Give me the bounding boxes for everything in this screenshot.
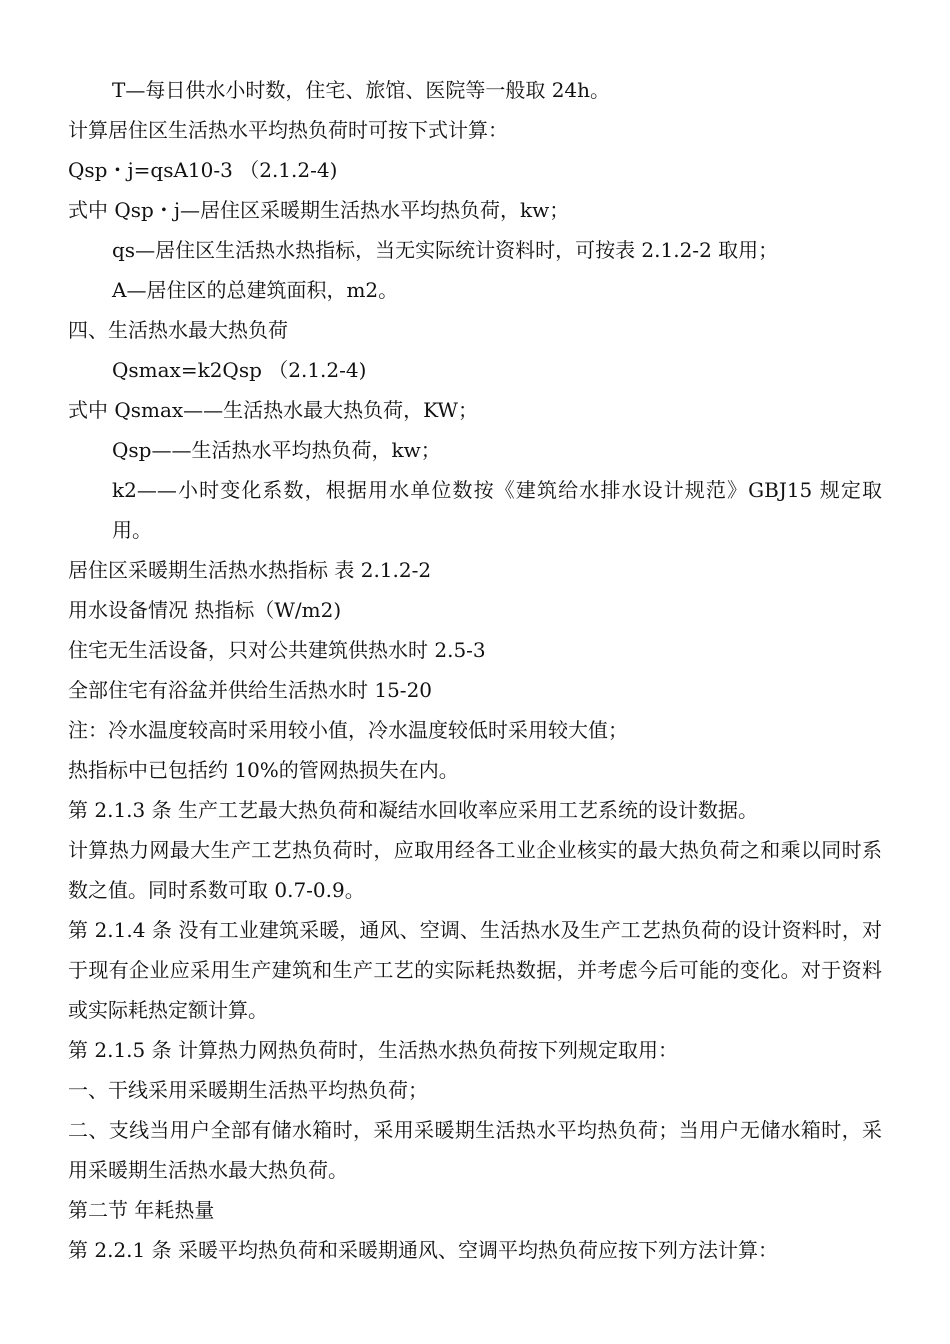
text-line: A—居住区的总建筑面积，m2。 — [112, 278, 399, 302]
text-paragraph: 计算热力网最大生产工艺热负荷时，应取用经各工业企业核实的最大热负荷之和乘以同时系数之值。同时系数可取 0.7-0.9。 — [68, 838, 882, 902]
article-paragraph: 第 2.1.4 条 没有工业建筑采暖，通风、空调、生活热水及生产工艺热负荷的设计资料时，对于现有企业应采用生产建筑和生产工艺的实际耗热数据，并考虑今后可能的变化。对于资料或实际耗热定额计算。 — [68, 918, 882, 1022]
formula-line: Qsp・j=qsA10-3 （2.1.2-4) — [68, 158, 338, 182]
article-line: 第 2.1.5 条 计算热力网热负荷时，生活热水热负荷按下列规定取用： — [68, 1038, 678, 1062]
table-caption: 居住区采暖期生活热水热指标 表 2.1.2-2 — [68, 558, 432, 582]
text-line: qs—居住区生活热水热指标，当无实际统计资料时，可按表 2.1.2-2 取用； — [112, 238, 779, 262]
article-line: 第 2.2.1 条 采暖平均热负荷和采暖期通风、空调平均热负荷应按下列方法计算： — [68, 1238, 778, 1262]
table-row: 全部住宅有浴盆并供给生活热水时 15-20 — [68, 678, 433, 702]
article-line: 第 2.1.3 条 生产工艺最大热负荷和凝结水回收率应采用工艺系统的设计数据。 — [68, 798, 758, 822]
formula-line: Qsmax=k2Qsp （2.1.2-4) — [112, 358, 367, 382]
text-line: 式中 Qsmax——生活热水最大热负荷，KW； — [68, 398, 478, 422]
table-header-row: 用水设备情况 热指标（W/m2) — [68, 598, 342, 622]
text-line: 计算居住区生活热水平均热负荷时可按下式计算： — [68, 118, 508, 142]
text-paragraph: k2——小时变化系数，根据用水单位数按《建筑给水排水设计规范》GBJ15 规定取用。 — [112, 478, 882, 542]
section-heading: 四、生活热水最大热负荷 — [68, 318, 288, 342]
text-line: T—每日供水小时数，住宅、旅馆、医院等一般取 24h。 — [112, 78, 611, 102]
note-line: 注：冷水温度较高时采用较小值，冷水温度较低时采用较大值； — [68, 718, 628, 742]
list-item: 二、支线当用户全部有储水箱时，采用采暖期生活热水平均热负荷；当用户无储水箱时，采用采暖期生活热水最大热负荷。 — [68, 1118, 882, 1182]
list-item: 一、干线采用采暖期生活热平均热负荷； — [68, 1078, 428, 1102]
table-row: 住宅无生活设备，只对公共建筑供热水时 2.5-3 — [68, 638, 486, 662]
note-line: 热指标中已包括约 10%的管网热损失在内。 — [68, 758, 459, 782]
text-line: 式中 Qsp・j—居住区采暖期生活热水平均热负荷，kw； — [68, 198, 570, 222]
text-line: Qsp——生活热水平均热负荷，kw； — [112, 438, 441, 462]
section-heading: 第二节 年耗热量 — [68, 1198, 215, 1222]
